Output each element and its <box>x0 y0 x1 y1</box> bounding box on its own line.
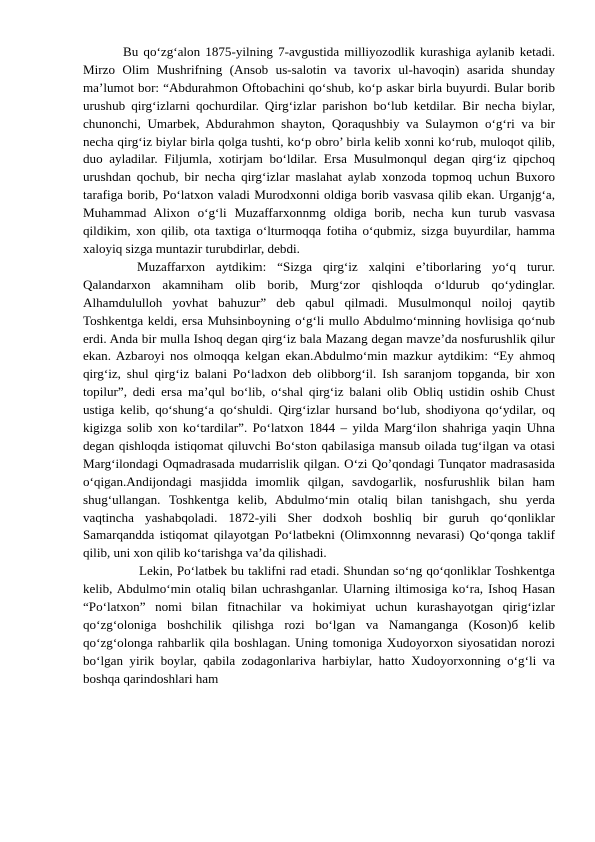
document-body <box>83 43 555 688</box>
paragraph-3: Lekin, Po‘latbek bu taklifni rad etadi. Shundan so‘ng qo‘qonliklar Toshkentga kelib, Abdulmo‘min otaliq bilan uchrashganlar. Ularning iltimosiga ko‘ra, Ishoq Hasan “Po‘latxon” nomi bilan fitnachilar va hokimiyat uchun kurashayotgan qirig‘izlar qo‘zg‘oloniga boshchilik qilishga rozi bo‘lgan va Namanganga (Koson)б kelib qo‘zg‘olonga rahbarlik qila boshlagan. Uning tomoniga Xudoyorxon siyosatidan norozi bo‘lgan yirik boylar, qabila zodagonlariva harbiylar, hatto Xudoyorxonning o‘g‘li va boshqa qarindoshlari ham <box>83 563 555 686</box>
paragraph-1: Bu qo‘zg‘alon 1875-yilning 7-avgustida milliyozodlik kurashiga aylanib ketadi. Mirzo Olim Mushrifning (Ansob us-salotin va tavorix ul-havoqin) asarida shunday ma’lumot bor: “Abdurahmon Oftobachini qo‘shub, ko‘p askar birla buyurdi. Bular borib urushub qirg‘izlarni qochurdilar. Qirg‘izlar parishon bo‘lub ketdilar. Bir necha biylar, chunonchi, Umarbek, Abdurahmon shayton, Qoraqushbiy va Sulaymon o‘g‘ri va bir necha qirg‘iz biylar birla qolga tushti, ko‘p obro’ birla kelib xonni ko‘rub, muloqot qilib, duo ayladilar. Filjumla, xotirjam bo‘ldilar. Ersa Musulmonqul degan qirg‘iz qipchoq urushdan qochub, bir necha qirg‘izlar maslahat aylab xonzoda topmoq uchun Buxoro tarafiga borib, Po‘latxon valadi Murodxonni oldiga borib vasvasa qilib ekan. Urganjg‘a, Muhammad Alixon o‘g‘li Muzaffarxonnmg oldiga borib, necha kun turub vasvasa qildikim, xon qilib, ota taxtiga o‘lturmoqqa fotiha o‘qubmiz, sizga buyurdilar, hamma xaloyiq sizga muntazir turubdirlar, debdi. <box>83 44 555 256</box>
paragraph-2: Muzaffarxon aytdikim: “Sizga qirg‘iz xalqini e’tiborlaring yo‘q turur. Qalandarxon akamniham olib borib, Murg‘zor qishloqda o‘ldurub qo‘ydinglar. Alhamdululloh yovhat bahuzur” deb qabul qilmadi. Musulmonqul noiloj qaytib Toshkentga keldi, ersa Muhsinboyning o‘g‘li mullo Abdulmo‘minning hovlisiga qo‘nub erdi. Anda bir mulla Ishoq degan qirg‘iz bala Mazang degan mavze’da nosfurushlik qilur ekan. Azbaroyi nos olmoqqa kelgan ekan.Abdulmo‘min mazkur aytdikim: “Ey ahmoq qirg‘iz, shul qirg‘iz balani Po‘ladxon deb olibborg‘il. Ish saranjom topganda, bir xon topilur”, dedi ersa ma’qul bo‘lib, o‘shal qirg‘iz balani olib Obliq ustidin oshib Chust ustiga kelib, qo‘shung‘a qo‘shuldi. Qirg‘izlar hursand bo‘lub, shodiyona qo‘ydilar, oq kigizga solib xon ko‘tardilar”. Po‘latxon 1844 – yilda Marg‘ilon shahriga yaqin Uhna degan qishloqda istiqomat qiluvchi Bo‘ston qabilasiga mansub oilada tug‘ilgan va otasi Marg‘ilondagi Oqmadrasada mudarrislik qilgan. O‘zi Qo’qondagi Tunqator madrasasida o‘qigan.Andijondagi masjidda imomlik qilgan, savdogarlik, nosfurushlik bilan ham shug‘ullangan. Toshkentga kelib, Abdulmo‘min otaliq bilan tanishgach, shu yerda vaqtincha yashabqoladi. 1872-yili Sher dodxoh boshliq bir guruh qo‘qonliklar Samarqandda istiqomat qilayotgan Po‘latbekni (Olimxonnng nevarasi) Qo‘qonga taklif qilib, uni xon qilib ko‘tarishga va’da qilishadi. <box>83 258 555 561</box>
